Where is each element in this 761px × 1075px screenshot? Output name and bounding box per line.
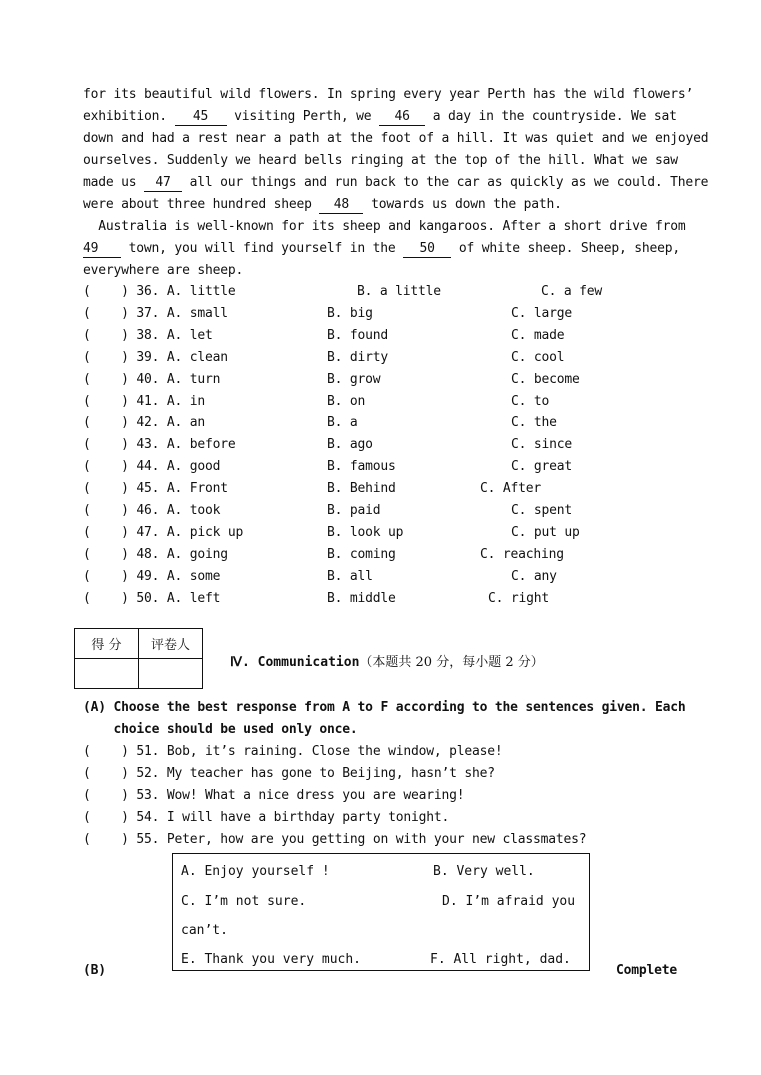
option-b: B. famous xyxy=(327,459,396,475)
passage-line-3: down and had a rest near a path at the foot of a hill. It was quiet and we enjoyed xyxy=(83,131,709,146)
score-table xyxy=(74,628,203,689)
option-a: ( ) 47. A. pick up xyxy=(83,524,244,540)
option-a: ( ) 40. A. turn xyxy=(83,371,221,387)
option-a: ( ) 50. A. left xyxy=(83,590,221,606)
option-b: B. coming xyxy=(327,546,396,562)
option-a: ( ) 44. A. good xyxy=(83,459,221,475)
passage-line-2: exhibition. 45 visiting Perth, we 46 a day in the countryside. We sat xyxy=(83,109,677,124)
option-c: C. any xyxy=(511,568,557,584)
option-c: C. put up xyxy=(511,524,580,540)
option-b: B. a xyxy=(327,415,358,431)
option-b: B. middle xyxy=(327,590,396,606)
choice-f: F. All right, dad. xyxy=(430,952,571,967)
part-b-label: (B) xyxy=(83,963,106,978)
score-cell xyxy=(75,659,139,689)
option-b: B. Behind xyxy=(327,481,396,497)
option-b: B. ago xyxy=(327,437,373,453)
blank-50: 50 xyxy=(403,241,451,258)
option-a: ( ) 39. A. clean xyxy=(83,349,228,365)
option-b: B. a little xyxy=(357,284,441,299)
option-a: ( ) 45. A. Front xyxy=(83,481,228,497)
option-c: C. large xyxy=(511,305,573,321)
choice-c: C. I’m not sure. xyxy=(181,894,307,909)
option-c: C. become xyxy=(511,371,580,387)
option-a: ( ) 42. A. an xyxy=(83,415,206,431)
passage-line-4: ourselves. Suddenly we heard bells ringing at the top of the hill. What we saw xyxy=(83,153,678,168)
choice-e: E. Thank you very much. xyxy=(181,952,362,967)
comm-item-53: ( ) 53. Wow! What a nice dress you are wearing! xyxy=(83,788,465,803)
option-a: ( ) 49. A. some xyxy=(83,568,221,584)
comm-item-51: ( ) 51. Bob, it’s raining. Close the window, please! xyxy=(83,744,503,759)
choice-a: A. Enjoy yourself ! xyxy=(181,864,330,879)
option-a: ( ) 36. A. little xyxy=(83,284,236,299)
passage-line-6: were about three hundred sheep 48 towards us down the path. xyxy=(83,197,562,212)
option-b: B. all xyxy=(327,568,373,584)
choice-b: B. Very well. xyxy=(433,864,535,879)
option-a: ( ) 46. A. took xyxy=(83,503,221,518)
option-b: B. dirty xyxy=(327,349,389,365)
option-c: C. to xyxy=(511,393,550,409)
marker-label: 评卷人 xyxy=(139,629,203,659)
passage-line-8: 49 town, you will find yourself in the 50 of white sheep. Sheep, sheep, xyxy=(83,241,680,256)
part-a-instruction-2: choice should be used only once. xyxy=(83,722,358,737)
score-label: 得 分 xyxy=(75,629,139,659)
comm-item-55: ( ) 55. Peter, how are you getting on with your new classmates? xyxy=(83,832,587,847)
marker-cell xyxy=(139,659,203,689)
comm-item-52: ( ) 52. My teacher has gone to Beijing, hasn’t she? xyxy=(83,766,495,781)
section-heading: Ⅳ. Communication xyxy=(230,655,360,670)
passage-line-1: for its beautiful wild flowers. In spring every year Perth has the wild flowers’ xyxy=(83,87,694,102)
choice-d-cont: can’t. xyxy=(181,923,228,938)
part-b-word: Complete xyxy=(616,963,678,978)
blank-48: 48 xyxy=(319,197,363,214)
option-c: C. since xyxy=(511,437,573,453)
option-a: ( ) 38. A. let xyxy=(83,327,213,343)
option-c: C. spent xyxy=(511,503,573,518)
part-a-instruction-1: (A) Choose the best response from A to F according to the sentences given. Each xyxy=(83,700,686,715)
option-c: C. the xyxy=(511,415,557,431)
option-b: B. look up xyxy=(327,524,404,540)
blank-46: 46 xyxy=(379,109,425,126)
option-b: B. on xyxy=(327,393,366,409)
option-a: ( ) 48. A. going xyxy=(83,546,228,562)
option-a: ( ) 43. A. before xyxy=(83,437,236,453)
section-title xyxy=(230,652,544,674)
option-c: C. a few xyxy=(541,284,603,299)
option-c: C. After xyxy=(480,481,542,497)
option-b: B. grow xyxy=(327,371,381,387)
option-c: C. right xyxy=(488,590,550,606)
choice-box xyxy=(172,853,590,971)
passage-line-7: Australia is well-known for its sheep and kangaroos. After a short drive from xyxy=(83,219,686,234)
passage-line-9: everywhere are sheep. xyxy=(83,263,244,278)
option-b: B. found xyxy=(327,327,389,343)
passage-line-5: made us 47 all our things and run back to the car as quickly as we could. There xyxy=(83,175,709,190)
option-a: ( ) 37. A. small xyxy=(83,305,228,321)
comm-item-54: ( ) 54. I will have a birthday party tonight. xyxy=(83,810,450,825)
section-note: （本题共 20 分，每小题 2 分） xyxy=(359,655,544,670)
option-c: C. reaching xyxy=(480,546,564,562)
option-a: ( ) 41. A. in xyxy=(83,393,206,409)
option-c: C. made xyxy=(511,327,565,343)
option-c: C. cool xyxy=(511,349,565,365)
blank-45: 45 xyxy=(175,109,227,126)
choice-d: D. I’m afraid you xyxy=(442,894,576,909)
option-c: C. great xyxy=(511,459,573,475)
option-b: B. big xyxy=(327,305,373,321)
blank-47: 47 xyxy=(144,175,182,192)
blank-49: 49 xyxy=(83,241,121,258)
option-b: B. paid xyxy=(327,503,381,518)
